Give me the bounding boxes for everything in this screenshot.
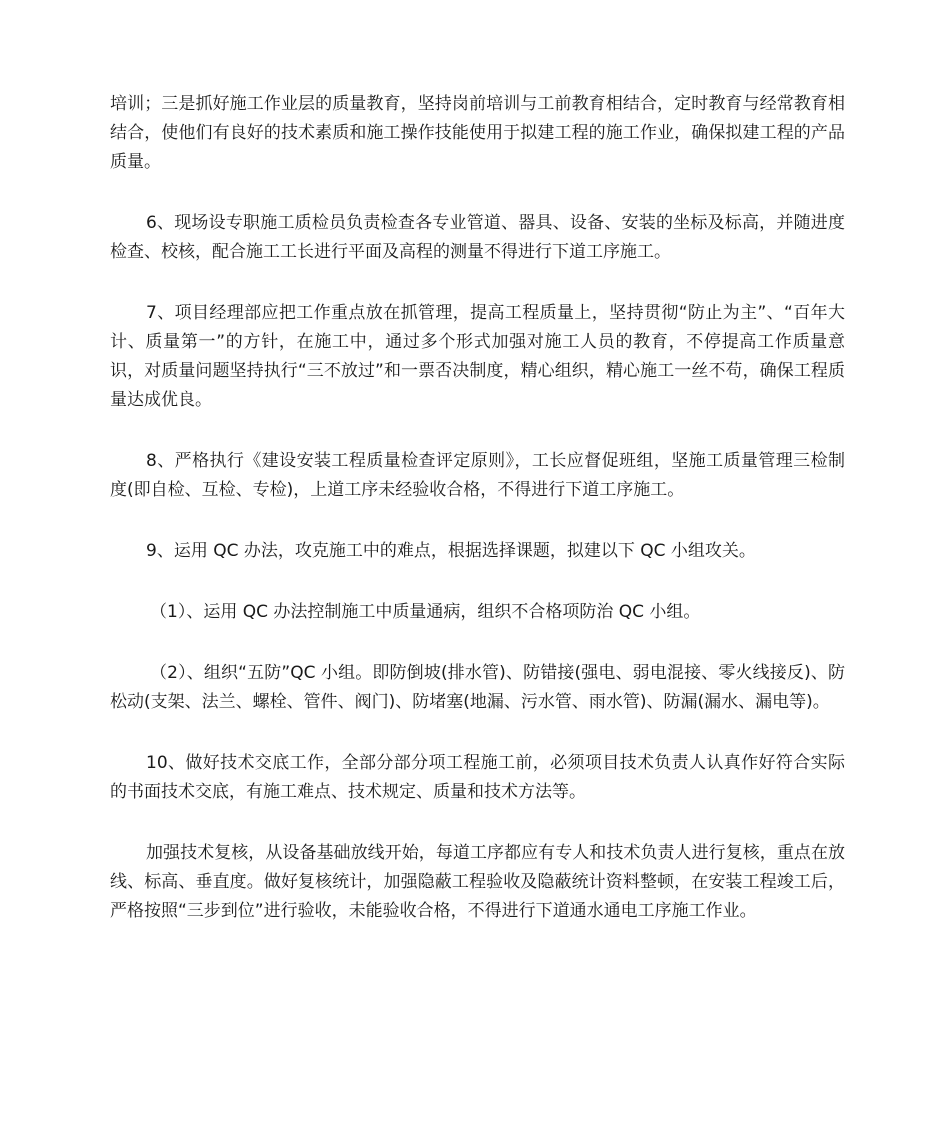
paragraph-item-10: 10、做好技术交底工作，全部分部分项工程施工前，必须项目技术负责人认真作好符合实际的书面技术交底，有施工难点、技术规定、质量和技术方法等。 — [110, 753, 845, 802]
paragraph-item-8: 8、严格执行《建设安装工程质量检查评定原则》，工长应督促班组，坚施工质量管理三检制度(即自检、互检、专检)，上道工序未经验收合格，不得进行下道工序施工。 — [110, 451, 845, 500]
paragraph-subitem-1: （1）、运用 QC 办法控制施工中质量通病，组织不合格项防治 QC 小组。 — [150, 602, 701, 622]
paragraph-item-6: 6、现场设专职施工质检员负责检查各专业管道、器具、设备、安装的坐标及标高，并随进度检查、校核，配合施工工长进行平面及高程的测量不得进行下道工序施工。 — [110, 213, 845, 262]
paragraph-technical-review: 加强技术复核，从设备基础放线开始，每道工序都应有专人和技术负责人进行复核，重点在放线、标高、垂直度。做好复核统计，加强隐蔽工程验收及隐蔽统计资料整顿，在安装工程竣工后，严格按照“三步到位”进行验收，未能验收合格，不得进行下道通水通电工序施工作业。 — [110, 843, 845, 921]
paragraph-subitem-2: （2）、组织“五防”QC 小组。即防倒坡(排水管)、防错接(强电、弱电混接、零火线接反)、防松动(支架、法兰、螺栓、管件、阀门)、防堵塞(地漏、污水管、雨水管)、防漏(漏水、漏电等)。 — [110, 663, 845, 712]
paragraph-item-7: 7、项目经理部应把工作重点放在抓管理，提高工程质量上，坚持贯彻“防止为主”、“百年大计、质量第一”的方针，在施工中，通过多个形式加强对施工人员的教育，不停提高工作质量意识，对质量问题坚持执行“三不放过”和一票否决制度，精心组织，精心施工一丝不苟，确保工程质量达成优良。 — [110, 303, 845, 410]
paragraph-training-continued: 培训；三是抓好施工作业层的质量教育，坚持岗前培训与工前教育相结合，定时教育与经常教育相结合，使他们有良好的技术素质和施工操作技能使用于拟建工程的施工作业，确保拟建工程的产品质量。 — [110, 94, 845, 172]
document-body — [110, 90, 845, 958]
paragraph-item-9: 9、运用 QC 办法，攻克施工中的难点，根据选择课题，拟建以下 QC 小组攻关。 — [146, 541, 756, 561]
